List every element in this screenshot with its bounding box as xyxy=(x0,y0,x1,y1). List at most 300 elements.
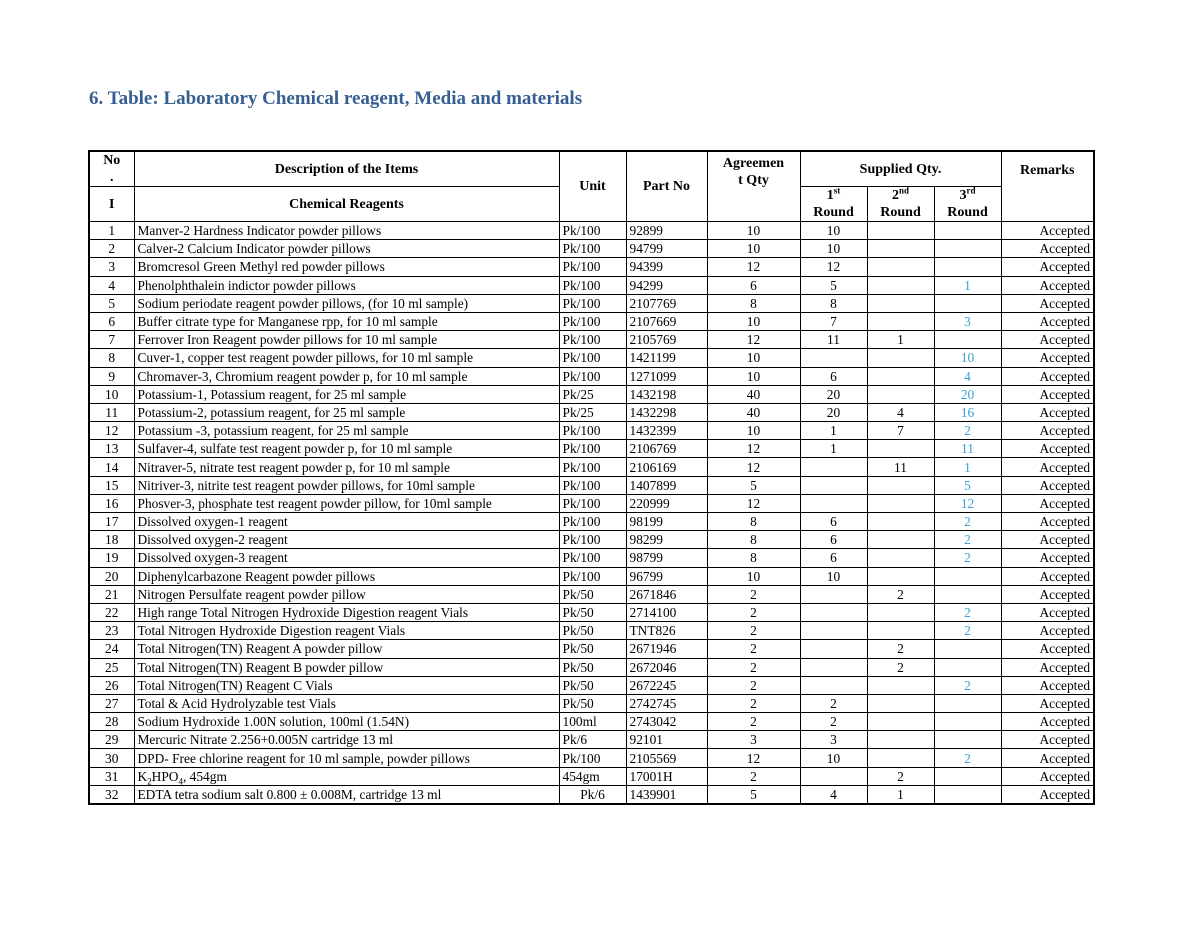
row-remarks: Accepted xyxy=(1001,658,1094,676)
header-no: No . xyxy=(89,151,134,187)
row-round-2: 2 xyxy=(867,767,934,785)
row-part-no: 96799 xyxy=(626,567,707,585)
row-remarks: Accepted xyxy=(1001,422,1094,440)
row-round-3: 10 xyxy=(934,349,1001,367)
table-row xyxy=(89,622,1094,640)
row-number: 22 xyxy=(89,603,134,621)
row-description: Potassium-2, potassium reagent, for 25 ml sample xyxy=(134,403,559,421)
row-round-3: 11 xyxy=(934,440,1001,458)
row-description: EDTA tetra sodium salt 0.800 ± 0.008M, cartridge 13 ml xyxy=(134,785,559,804)
row-round-2 xyxy=(867,367,934,385)
row-round-2 xyxy=(867,440,934,458)
row-agreement-qty: 12 xyxy=(707,749,800,767)
header-remarks: Remarks xyxy=(1001,151,1094,222)
table-row xyxy=(89,567,1094,585)
row-remarks: Accepted xyxy=(1001,603,1094,621)
row-part-no: 98299 xyxy=(626,531,707,549)
row-unit: 100ml xyxy=(559,713,626,731)
row-round-1 xyxy=(800,476,867,494)
row-number: 27 xyxy=(89,694,134,712)
row-part-no: 1421199 xyxy=(626,349,707,367)
row-description: $K_2HPO_4$, 454gm xyxy=(134,767,559,785)
row-round-2 xyxy=(867,749,934,767)
row-agreement-qty: 12 xyxy=(707,258,800,276)
row-round-1: 12 xyxy=(800,258,867,276)
row-remarks: Accepted xyxy=(1001,549,1094,567)
table-row xyxy=(89,531,1094,549)
row-agreement-qty: 10 xyxy=(707,240,800,258)
row-round-1 xyxy=(800,622,867,640)
row-round-1: 5 xyxy=(800,276,867,294)
row-description: Sodium Hydroxide 1.00N solution, 100ml (1.54N) xyxy=(134,713,559,731)
row-unit: Pk/100 xyxy=(559,531,626,549)
row-part-no: 2106769 xyxy=(626,440,707,458)
row-number: 32 xyxy=(89,785,134,804)
row-round-2 xyxy=(867,567,934,585)
row-part-no: 1432399 xyxy=(626,422,707,440)
row-part-no: 2672245 xyxy=(626,676,707,694)
row-round-2 xyxy=(867,276,934,294)
row-part-no: 98799 xyxy=(626,549,707,567)
row-description: Nitriver-3, nitrite test reagent powder pillows, for 10ml sample xyxy=(134,476,559,494)
row-round-2 xyxy=(867,312,934,330)
row-round-1: 10 xyxy=(800,222,867,240)
reagent-table xyxy=(88,150,1095,805)
row-unit: Pk/100 xyxy=(559,513,626,531)
row-number: 1 xyxy=(89,222,134,240)
row-description: Sodium periodate reagent powder pillows, (for 10 ml sample) xyxy=(134,294,559,312)
header-agreement-qty: Agreemen t Qty xyxy=(707,151,800,222)
row-round-2 xyxy=(867,294,934,312)
row-number: 8 xyxy=(89,349,134,367)
row-round-2 xyxy=(867,513,934,531)
row-part-no: 94399 xyxy=(626,258,707,276)
table-row xyxy=(89,640,1094,658)
row-unit: Pk/100 xyxy=(559,331,626,349)
row-agreement-qty: 8 xyxy=(707,513,800,531)
row-remarks: Accepted xyxy=(1001,294,1094,312)
row-number: 23 xyxy=(89,622,134,640)
row-number: 10 xyxy=(89,385,134,403)
row-remarks: Accepted xyxy=(1001,694,1094,712)
row-unit: Pk/25 xyxy=(559,385,626,403)
row-round-1: 2 xyxy=(800,694,867,712)
row-description: Total Nitrogen(TN) Reagent C Vials xyxy=(134,676,559,694)
table-row xyxy=(89,422,1094,440)
row-round-3: 2 xyxy=(934,531,1001,549)
row-unit: Pk/100 xyxy=(559,349,626,367)
row-number: 30 xyxy=(89,749,134,767)
row-number: 4 xyxy=(89,276,134,294)
row-unit: Pk/100 xyxy=(559,549,626,567)
table-row xyxy=(89,440,1094,458)
row-remarks: Accepted xyxy=(1001,731,1094,749)
row-unit: Pk/50 xyxy=(559,622,626,640)
row-remarks: Accepted xyxy=(1001,585,1094,603)
row-agreement-qty: 2 xyxy=(707,658,800,676)
row-round-1: 2 xyxy=(800,713,867,731)
row-round-2: 7 xyxy=(867,422,934,440)
row-round-3: 1 xyxy=(934,458,1001,476)
table-row xyxy=(89,749,1094,767)
row-round-3: 12 xyxy=(934,494,1001,512)
row-unit: Pk/100 xyxy=(559,367,626,385)
row-round-1 xyxy=(800,458,867,476)
row-round-1: 6 xyxy=(800,513,867,531)
row-unit: Pk/100 xyxy=(559,258,626,276)
row-remarks: Accepted xyxy=(1001,312,1094,330)
table-row xyxy=(89,513,1094,531)
row-unit: Pk/100 xyxy=(559,422,626,440)
row-agreement-qty: 40 xyxy=(707,403,800,421)
row-round-1: 20 xyxy=(800,385,867,403)
table-row xyxy=(89,312,1094,330)
row-round-1 xyxy=(800,767,867,785)
row-part-no: 1432298 xyxy=(626,403,707,421)
row-number: 31 xyxy=(89,767,134,785)
row-round-3: 2 xyxy=(934,422,1001,440)
row-part-no: 220999 xyxy=(626,494,707,512)
row-description: Bromcresol Green Methyl red powder pillows xyxy=(134,258,559,276)
table-row xyxy=(89,476,1094,494)
row-round-3 xyxy=(934,585,1001,603)
row-part-no: 92101 xyxy=(626,731,707,749)
table-row xyxy=(89,276,1094,294)
row-description: Nitraver-5, nitrate test reagent powder p, for 10 ml sample xyxy=(134,458,559,476)
row-round-1 xyxy=(800,603,867,621)
table-row xyxy=(89,785,1094,804)
row-part-no: 1432198 xyxy=(626,385,707,403)
row-round-1: 11 xyxy=(800,331,867,349)
row-round-1 xyxy=(800,676,867,694)
table-row xyxy=(89,731,1094,749)
row-round-3: 20 xyxy=(934,385,1001,403)
row-agreement-qty: 8 xyxy=(707,549,800,567)
row-agreement-qty: 3 xyxy=(707,731,800,749)
row-description: Calver-2 Calcium Indicator powder pillows xyxy=(134,240,559,258)
row-number: 16 xyxy=(89,494,134,512)
row-agreement-qty: 8 xyxy=(707,294,800,312)
row-agreement-qty: 10 xyxy=(707,567,800,585)
row-remarks: Accepted xyxy=(1001,367,1094,385)
header-supplied-qty: Supplied Qty. xyxy=(800,151,1001,187)
row-round-3: 4 xyxy=(934,367,1001,385)
row-round-1 xyxy=(800,494,867,512)
row-round-3 xyxy=(934,258,1001,276)
row-agreement-qty: 12 xyxy=(707,440,800,458)
row-part-no: 1271099 xyxy=(626,367,707,385)
row-round-3: 2 xyxy=(934,749,1001,767)
row-part-no: 1439901 xyxy=(626,785,707,804)
row-round-3 xyxy=(934,658,1001,676)
row-remarks: Accepted xyxy=(1001,385,1094,403)
row-unit: 454gm xyxy=(559,767,626,785)
row-description: Diphenylcarbazone Reagent powder pillows xyxy=(134,567,559,585)
row-description: Potassium-1, Potassium reagent, for 25 ml sample xyxy=(134,385,559,403)
row-round-3 xyxy=(934,767,1001,785)
row-round-2: 2 xyxy=(867,585,934,603)
row-unit: Pk/100 xyxy=(559,240,626,258)
row-agreement-qty: 10 xyxy=(707,312,800,330)
row-round-1: 1 xyxy=(800,440,867,458)
row-round-1 xyxy=(800,349,867,367)
row-number: 19 xyxy=(89,549,134,567)
row-unit: Pk/100 xyxy=(559,567,626,585)
row-round-3 xyxy=(934,731,1001,749)
row-unit: Pk/100 xyxy=(559,476,626,494)
row-round-2 xyxy=(867,731,934,749)
table-row xyxy=(89,294,1094,312)
row-remarks: Accepted xyxy=(1001,513,1094,531)
table-row xyxy=(89,258,1094,276)
row-description: Total Nitrogen(TN) Reagent A powder pillow xyxy=(134,640,559,658)
row-round-3: 2 xyxy=(934,676,1001,694)
row-remarks: Accepted xyxy=(1001,331,1094,349)
row-description: Total Nitrogen Hydroxide Digestion reagent Vials xyxy=(134,622,559,640)
row-round-3: 2 xyxy=(934,513,1001,531)
row-part-no: TNT826 xyxy=(626,622,707,640)
table-row xyxy=(89,603,1094,621)
row-round-2: 1 xyxy=(867,331,934,349)
row-agreement-qty: 2 xyxy=(707,694,800,712)
row-part-no: 94799 xyxy=(626,240,707,258)
row-remarks: Accepted xyxy=(1001,713,1094,731)
table-row xyxy=(89,767,1094,785)
header-part-no: Part No xyxy=(626,151,707,222)
row-round-2 xyxy=(867,476,934,494)
row-unit: Pk/100 xyxy=(559,294,626,312)
row-round-3 xyxy=(934,222,1001,240)
row-round-1: 1 xyxy=(800,422,867,440)
header-description: Description of the Items xyxy=(134,151,559,187)
row-number: 7 xyxy=(89,331,134,349)
table-row xyxy=(89,385,1094,403)
row-round-3: 16 xyxy=(934,403,1001,421)
row-agreement-qty: 2 xyxy=(707,603,800,621)
row-number: 11 xyxy=(89,403,134,421)
row-number: 17 xyxy=(89,513,134,531)
row-number: 3 xyxy=(89,258,134,276)
row-unit: Pk/50 xyxy=(559,603,626,621)
row-round-3: 2 xyxy=(934,603,1001,621)
row-unit: Pk/100 xyxy=(559,440,626,458)
row-unit: Pk/100 xyxy=(559,276,626,294)
row-agreement-qty: 2 xyxy=(707,640,800,658)
row-unit: Pk/6 xyxy=(559,785,626,804)
row-round-1 xyxy=(800,640,867,658)
row-round-3: 3 xyxy=(934,312,1001,330)
row-unit: Pk/100 xyxy=(559,312,626,330)
row-description: Dissolved oxygen-2 reagent xyxy=(134,531,559,549)
row-part-no: 2671946 xyxy=(626,640,707,658)
row-description: Ferrover Iron Reagent powder pillows for 10 ml sample xyxy=(134,331,559,349)
row-agreement-qty: 40 xyxy=(707,385,800,403)
row-remarks: Accepted xyxy=(1001,785,1094,804)
row-agreement-qty: 2 xyxy=(707,676,800,694)
page-title: 6. Table: Laboratory Chemical reagent, Media and materials xyxy=(89,88,583,109)
row-round-1: 6 xyxy=(800,367,867,385)
row-part-no: 1407899 xyxy=(626,476,707,494)
row-unit: Pk/50 xyxy=(559,676,626,694)
row-unit: Pk/50 xyxy=(559,640,626,658)
row-round-1: 7 xyxy=(800,312,867,330)
row-unit: Pk/6 xyxy=(559,731,626,749)
row-round-2 xyxy=(867,258,934,276)
row-round-1: 6 xyxy=(800,531,867,549)
row-round-2 xyxy=(867,603,934,621)
row-agreement-qty: 10 xyxy=(707,349,800,367)
row-number: 29 xyxy=(89,731,134,749)
row-remarks: Accepted xyxy=(1001,494,1094,512)
row-part-no: 98199 xyxy=(626,513,707,531)
row-part-no: 92899 xyxy=(626,222,707,240)
header-roman-numeral: I xyxy=(89,187,134,222)
row-remarks: Accepted xyxy=(1001,676,1094,694)
row-unit: Pk/100 xyxy=(559,458,626,476)
row-round-2 xyxy=(867,622,934,640)
row-remarks: Accepted xyxy=(1001,640,1094,658)
row-number: 25 xyxy=(89,658,134,676)
table-row xyxy=(89,222,1094,240)
row-round-3 xyxy=(934,713,1001,731)
row-round-3: 1 xyxy=(934,276,1001,294)
row-agreement-qty: 12 xyxy=(707,494,800,512)
row-round-2 xyxy=(867,385,934,403)
row-description: Phosver-3, phosphate test reagent powder pillow, for 10ml sample xyxy=(134,494,559,512)
row-agreement-qty: 8 xyxy=(707,531,800,549)
row-agreement-qty: 5 xyxy=(707,785,800,804)
row-round-3: 2 xyxy=(934,549,1001,567)
row-number: 21 xyxy=(89,585,134,603)
row-agreement-qty: 2 xyxy=(707,585,800,603)
row-number: 15 xyxy=(89,476,134,494)
row-round-2 xyxy=(867,222,934,240)
row-remarks: Accepted xyxy=(1001,767,1094,785)
row-part-no: 2107769 xyxy=(626,294,707,312)
row-remarks: Accepted xyxy=(1001,531,1094,549)
table-row xyxy=(89,240,1094,258)
row-number: 9 xyxy=(89,367,134,385)
row-part-no: 2105769 xyxy=(626,331,707,349)
row-round-2 xyxy=(867,494,934,512)
row-number: 26 xyxy=(89,676,134,694)
row-description: DPD- Free chlorine reagent for 10 ml sample, powder pillows xyxy=(134,749,559,767)
row-remarks: Accepted xyxy=(1001,240,1094,258)
row-description: Sulfaver-4, sulfate test reagent powder p, for 10 ml sample xyxy=(134,440,559,458)
row-unit: Pk/50 xyxy=(559,694,626,712)
row-description: High range Total Nitrogen Hydroxide Digestion reagent Vials xyxy=(134,603,559,621)
row-round-3: 5 xyxy=(934,476,1001,494)
row-description: Nitrogen Persulfate reagent powder pillow xyxy=(134,585,559,603)
table-row xyxy=(89,676,1094,694)
row-round-3 xyxy=(934,640,1001,658)
row-round-2: 11 xyxy=(867,458,934,476)
row-round-3: 2 xyxy=(934,622,1001,640)
row-agreement-qty: 2 xyxy=(707,622,800,640)
row-unit: Pk/100 xyxy=(559,222,626,240)
row-agreement-qty: 12 xyxy=(707,458,800,476)
row-description: Total & Acid Hydrolyzable test Vials xyxy=(134,694,559,712)
table-row xyxy=(89,349,1094,367)
row-round-3 xyxy=(934,240,1001,258)
row-part-no: 2105569 xyxy=(626,749,707,767)
row-agreement-qty: 5 xyxy=(707,476,800,494)
row-agreement-qty: 2 xyxy=(707,713,800,731)
row-round-3 xyxy=(934,694,1001,712)
table-row xyxy=(89,694,1094,712)
row-round-1: 10 xyxy=(800,749,867,767)
row-number: 2 xyxy=(89,240,134,258)
row-round-2: 2 xyxy=(867,658,934,676)
row-description: Dissolved oxygen-1 reagent xyxy=(134,513,559,531)
row-part-no: 2743042 xyxy=(626,713,707,731)
row-part-no: 2671846 xyxy=(626,585,707,603)
row-round-1: 8 xyxy=(800,294,867,312)
row-remarks: Accepted xyxy=(1001,567,1094,585)
row-remarks: Accepted xyxy=(1001,403,1094,421)
table-row xyxy=(89,658,1094,676)
table-row xyxy=(89,585,1094,603)
row-number: 20 xyxy=(89,567,134,585)
row-round-1: 20 xyxy=(800,403,867,421)
row-description: Phenolphthalein indictor powder pillows xyxy=(134,276,559,294)
row-remarks: Accepted xyxy=(1001,222,1094,240)
row-round-3 xyxy=(934,331,1001,349)
row-part-no: 17001H xyxy=(626,767,707,785)
row-round-3 xyxy=(934,785,1001,804)
row-round-1: 10 xyxy=(800,567,867,585)
header-unit: Unit xyxy=(559,151,626,222)
header-round-1: 1st Round xyxy=(800,187,867,222)
header-round-3: 3rd Round xyxy=(934,187,1001,222)
row-number: 14 xyxy=(89,458,134,476)
row-remarks: Accepted xyxy=(1001,749,1094,767)
row-description: Potassium -3, potassium reagent, for 25 ml sample xyxy=(134,422,559,440)
row-round-2 xyxy=(867,531,934,549)
table-row xyxy=(89,494,1094,512)
row-part-no: 2107669 xyxy=(626,312,707,330)
row-remarks: Accepted xyxy=(1001,276,1094,294)
row-agreement-qty: 10 xyxy=(707,422,800,440)
row-round-2 xyxy=(867,549,934,567)
row-round-1: 4 xyxy=(800,785,867,804)
table-row xyxy=(89,549,1094,567)
row-round-3 xyxy=(934,567,1001,585)
row-number: 24 xyxy=(89,640,134,658)
table-body xyxy=(89,222,1094,805)
row-round-1: 10 xyxy=(800,240,867,258)
header-round-2: 2nd Round xyxy=(867,187,934,222)
row-part-no: 2106169 xyxy=(626,458,707,476)
row-remarks: Accepted xyxy=(1001,258,1094,276)
row-number: 5 xyxy=(89,294,134,312)
row-round-1 xyxy=(800,585,867,603)
table-row xyxy=(89,458,1094,476)
row-part-no: 2742745 xyxy=(626,694,707,712)
row-round-2 xyxy=(867,713,934,731)
row-round-1 xyxy=(800,658,867,676)
row-unit: Pk/100 xyxy=(559,749,626,767)
row-round-3 xyxy=(934,294,1001,312)
row-agreement-qty: 12 xyxy=(707,331,800,349)
row-round-2 xyxy=(867,694,934,712)
row-description: Chromaver-3, Chromium reagent powder p, for 10 ml sample xyxy=(134,367,559,385)
table-row xyxy=(89,331,1094,349)
row-remarks: Accepted xyxy=(1001,349,1094,367)
row-unit: Pk/100 xyxy=(559,494,626,512)
row-round-2 xyxy=(867,240,934,258)
row-number: 18 xyxy=(89,531,134,549)
